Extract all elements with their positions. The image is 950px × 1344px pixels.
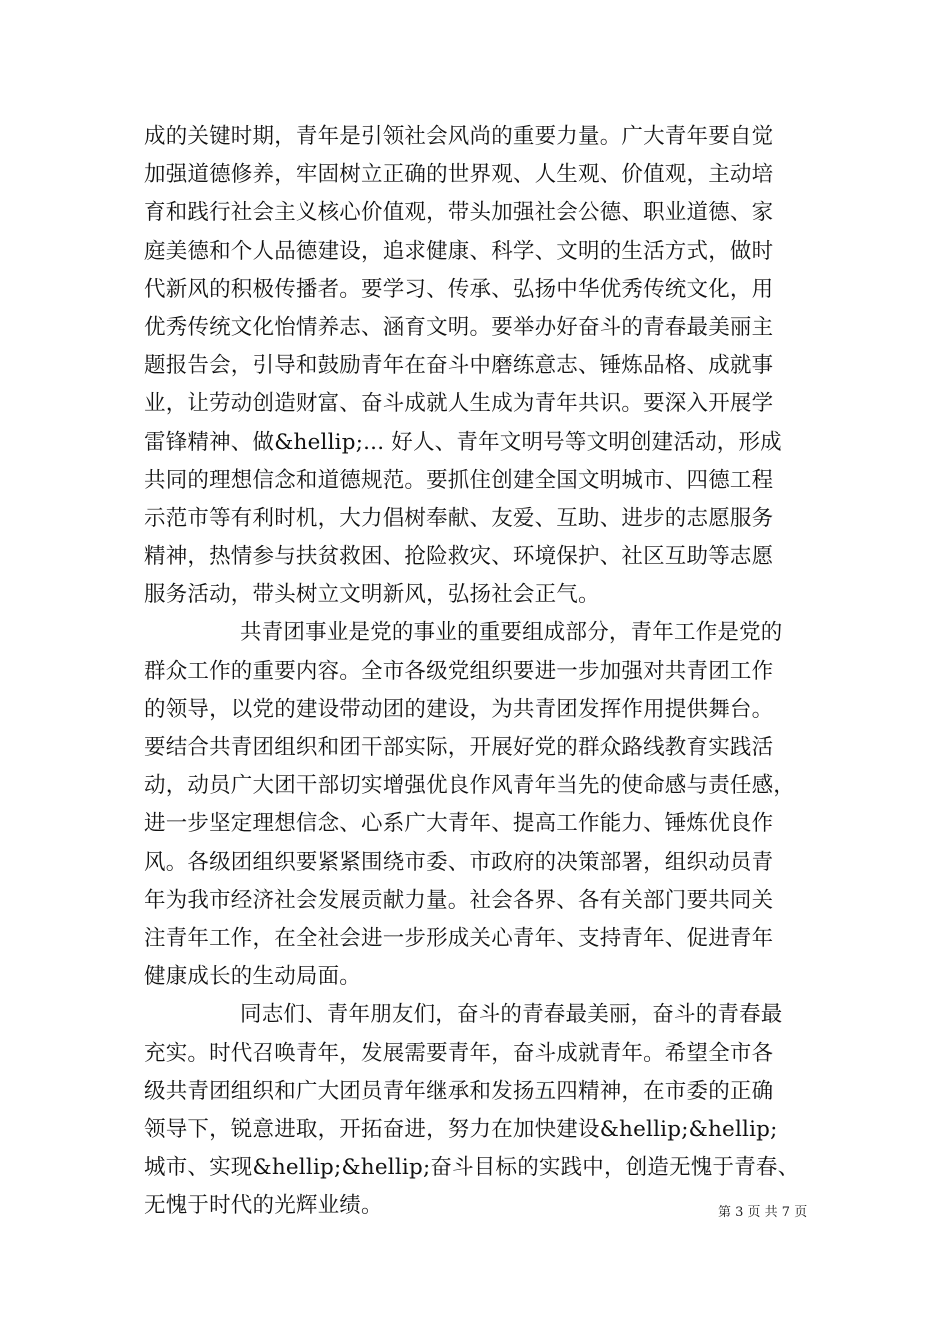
text-line: 服务活动，带头树立文明新风，弘扬社会正气。 — [144, 582, 600, 608]
text-line: 示范市等有利时机，大力倡树奉献、友爱、互助、进步的志愿服务 — [144, 505, 774, 531]
text-line: 代新风的积极传播者。要学习、传承、弘扬中华优秀传统文化，用 — [144, 276, 774, 302]
text-line: 成的关键时期，青年是引领社会风尚的重要力量。广大青年要自觉 — [144, 124, 774, 149]
text-line: 级共青团组织和广大团员青年继承和发扬五四精神，在市委的正确 — [144, 1078, 774, 1104]
paragraph-start-line: 同志们、青年朋友们，奋斗的青春最美丽，奋斗的青春最 — [240, 1002, 783, 1028]
text-line: 群众工作的重要内容。全市各级党组织要进一步加强对共青团工作 — [144, 658, 774, 684]
text-line: 雷锋精神、做&hellip;... 好人、青年文明号等文明创建活动，形成 — [144, 429, 782, 455]
document-body — [144, 118, 814, 1225]
text-line: 健康成长的生动局面。 — [144, 964, 362, 990]
text-line: 优秀传统文化怡情养志、涵育文明。要举办好奋斗的青春最美丽主 — [144, 314, 774, 340]
text-line: 年为我市经济社会发展贡献力量。社会各界、各有关部门要共同关 — [144, 887, 774, 913]
text-line: 育和践行社会主义核心价值观，带头加强社会公德、职业道德、家 — [144, 200, 774, 226]
text-line: 充实。时代召唤青年，发展需要青年，奋斗成就青年。希望全市各 — [144, 1040, 774, 1066]
text-line: 精神，热情参与扶贫救困、抢险救灾、环境保护、社区互助等志愿 — [144, 544, 774, 570]
text-line: 加强道德修养，牢固树立正确的世界观、人生观、价值观，主动培 — [144, 162, 774, 188]
text-line: 业，让劳动创造财富、奋斗成就人生成为青年共识。要深入开展学 — [144, 391, 774, 417]
text-line: 的领导，以党的建设带动团的建设，为共青团发挥作用提供舞台。 — [144, 696, 774, 722]
text-line: 城市、实现&hellip;&hellip;奋斗目标的实践中，创造无愧于青春、 — [144, 1155, 800, 1181]
text-line: 要结合共青团组织和团干部实际，开展好党的群众路线教育实践活 — [144, 735, 774, 760]
text-line: 注青年工作，在全社会进一步形成关心青年、支持青年、促进青年 — [144, 925, 774, 951]
text-line: 庭美德和个人品德建设，追求健康、科学、文明的生活方式，做时 — [144, 238, 774, 264]
page-number-footer: 第 3 页 共 7 页 — [718, 1205, 808, 1220]
text-line: 动，动员广大团干部切实增强优良作风青年当先的使命感与责任感， — [144, 773, 796, 799]
text-line: 进一步坚定理想信念、心系广大青年、提高工作能力、锤炼优良作 — [144, 811, 774, 837]
text-line: 题报告会，引导和鼓励青年在奋斗中磨练意志、锤炼品格、成就事 — [144, 353, 774, 379]
text-line: 风。各级团组织要紧紧围绕市委、市政府的决策部署，组织动员青 — [144, 849, 774, 875]
paragraph-start-line: 共青团事业是党的事业的重要组成部分，青年工作是党的 — [240, 620, 783, 646]
text-line: 领导下，锐意进取，开拓奋进，努力在加快建设&hellip;&hellip; — [144, 1116, 778, 1142]
text-line: 无愧于时代的光辉业绩。 — [144, 1193, 383, 1219]
text-line: 共同的理想信念和道德规范。要抓住创建全国文明城市、四德工程 — [144, 467, 774, 493]
